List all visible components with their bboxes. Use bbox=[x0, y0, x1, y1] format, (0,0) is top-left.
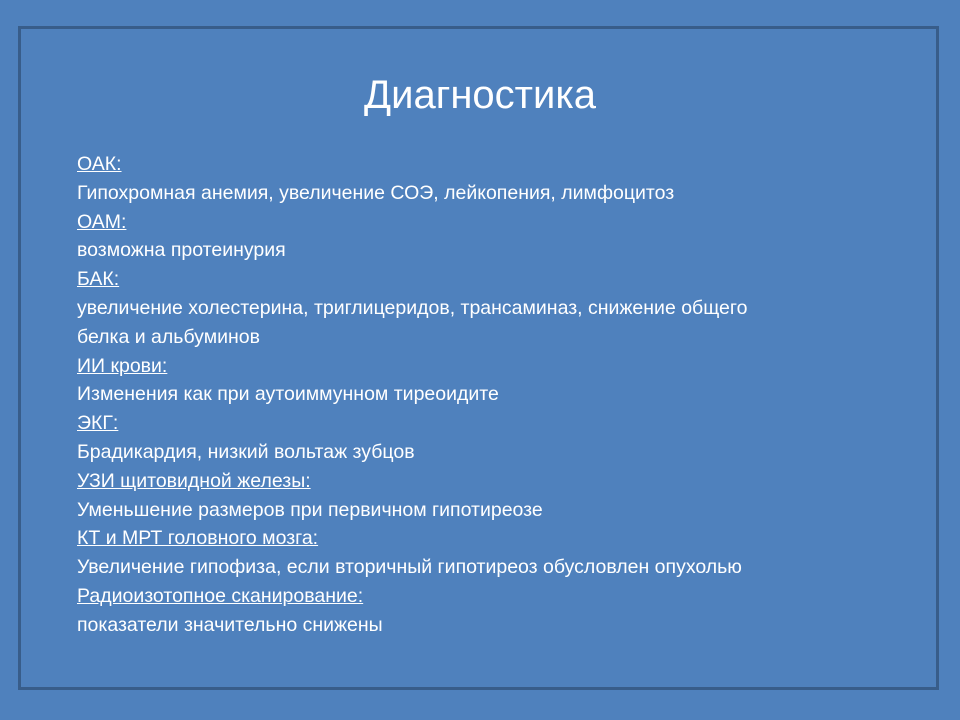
section-heading-uzi: УЗИ щитовидной железы: bbox=[77, 469, 311, 492]
section-text-oam: возможна протеинурия bbox=[77, 239, 286, 262]
slide-title: Диагностика bbox=[364, 73, 596, 117]
section-heading-oam: ОАМ: bbox=[77, 210, 127, 233]
section-text-bak-line1: увеличение холестерина, триглицеридов, трансаминаз, снижение общего bbox=[77, 296, 748, 319]
section-heading-oak: ОАК: bbox=[77, 153, 122, 175]
section-text-ekg: Брадикардия, низкий вольтаж зубцов bbox=[77, 440, 415, 463]
section-heading-radioisotope: Радиоизотопное сканирование: bbox=[77, 584, 364, 607]
section-heading-kt-mrt: КТ и МРТ головного мозга: bbox=[77, 527, 319, 550]
section-text-uzi: Уменьшение размеров при первичном гипотиреозе bbox=[77, 498, 543, 521]
section-heading-ekg: ЭКГ: bbox=[77, 412, 119, 435]
section-text-kt-mrt: Увеличение гипофиза, если вторичный гипотиреоз обусловлен опухолью bbox=[77, 556, 742, 579]
slide-content bbox=[77, 150, 877, 640]
section-text-oak: Гипохромная анемия, увеличение СОЭ, лейкопения, лимфоцитоз bbox=[77, 181, 675, 204]
section-text-ii-krovi: Изменения как при аутоиммунном тиреоидите bbox=[77, 383, 499, 406]
section-heading-ii-krovi: ИИ крови: bbox=[77, 354, 168, 377]
section-text-radioisotope: показатели значительно снижены bbox=[77, 613, 383, 636]
section-text-bak-line2: белка и альбуминов bbox=[77, 325, 260, 348]
section-heading-bak: БАК: bbox=[77, 268, 120, 291]
